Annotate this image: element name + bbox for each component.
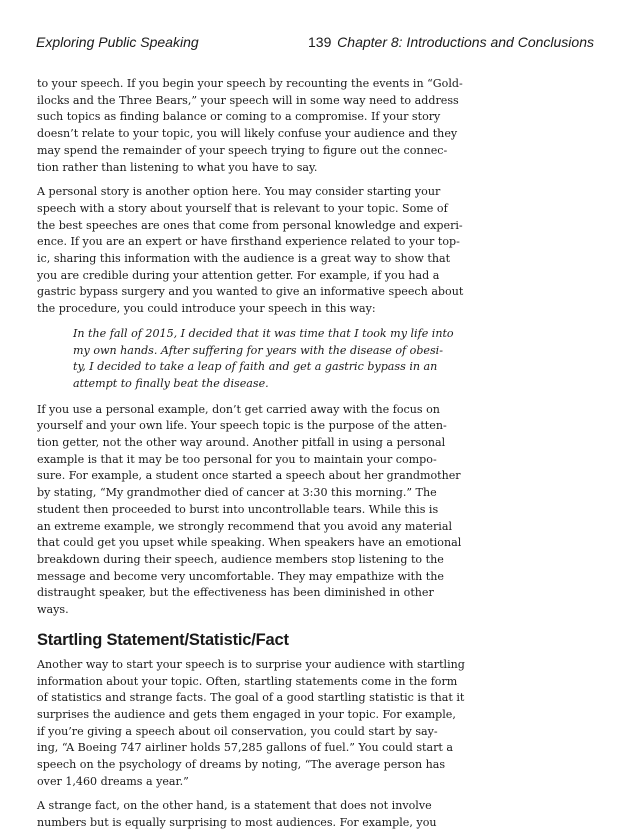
block-quote — [73, 326, 455, 393]
text-line: ing, “A Boeing 747 airliner holds 57,285 gallons of fuel.” You could start a — [37, 741, 454, 755]
text-line: ilocks and the Three Bears,” your speech will in some way need to address — [37, 93, 459, 107]
text-line: ways. — [37, 603, 69, 617]
text-line: doesn’t relate to your topic, you will likely confuse your audience and they — [37, 127, 458, 141]
quote-line: In the fall of 2015, I decided that it was time that I took my life into — [73, 326, 454, 340]
section-heading: Startling Statement/Statistic/Fact — [37, 630, 289, 649]
chapter-title: Chapter 8: Introductions and Conclusions — [337, 34, 594, 50]
text-line: information about your topic. Often, startling statements come in the form — [37, 674, 458, 688]
text-line: yourself and your own life. Your speech topic is the purpose of the atten- — [37, 419, 447, 433]
text-line: tion getter, not the other way around. Another pitfall in using a personal — [37, 436, 446, 450]
text-line: the best speeches are ones that come from personal knowledge and experi- — [37, 218, 463, 232]
paragraph-strange-fact — [37, 798, 455, 831]
text-line: Another way to start your speech is to surprise your audience with startling — [37, 657, 465, 671]
body-text — [37, 76, 465, 840]
quote-line: ty, I decided to take a leap of faith and get a gastric bypass in an — [73, 360, 438, 374]
text-line: sure. For example, a student once started a speech about her grandmother — [37, 469, 461, 483]
text-line: speech on the psychology of dreams by noting, “The average person has — [37, 758, 446, 772]
text-line: example is that it may be too personal for you to maintain your compo- — [37, 452, 437, 466]
text-line: ic, sharing this information with the audience is a great way to show that — [37, 252, 451, 266]
text-line: to your speech. If you begin your speech by recounting the events in “Gold- — [37, 77, 463, 90]
text-line: speech with a story about yourself that is relevant to your topic. Some of — [37, 201, 448, 215]
text-line: if you’re giving a speech about oil conservation, you could start by say- — [37, 724, 438, 738]
text-line: by stating, “My grandmother died of cancer at 3:30 this morning.” The — [37, 486, 437, 500]
paragraph-story-continuation — [37, 76, 463, 176]
text-line: that could get you upset while speaking. When speakers have an emotional — [37, 536, 462, 550]
quote-line: attempt to finally beat the disease. — [73, 376, 269, 390]
paragraph-personal-story — [37, 184, 464, 318]
text-line: of statistics and strange facts. The goal of a good startling statistic is that it — [37, 691, 465, 705]
text-line: you are credible during your attention getter. For example, if you had a — [37, 268, 440, 282]
text-line: If you use a personal example, don’t get carried away with the focus on — [37, 402, 440, 416]
text-line: an extreme example, we strongly recommend that you avoid any material — [37, 519, 452, 533]
text-line: ence. If you are an expert or have firsthand experience related to your top- — [37, 235, 460, 249]
text-line: such topics as finding balance or coming to a compromise. If your story — [37, 110, 441, 124]
running-header — [36, 34, 594, 54]
text-line: may spend the remainder of your speech trying to figure out the connec- — [37, 143, 448, 157]
text-line: surprises the audience and gets them engaged in your topic. For example, — [37, 707, 456, 721]
text-line: A strange fact, on the other hand, is a statement that does not involve — [37, 799, 432, 813]
text-line: A personal story is another option here. You may consider starting your — [37, 185, 441, 199]
text-line: breakdown during their speech, audience members stop listening to the — [37, 552, 444, 566]
quote-line: my own hands. After suffering for years with the disease of obesi- — [73, 343, 443, 357]
text-line: the procedure, you could introduce your speech in this way: — [37, 302, 376, 316]
text-line: over 1,460 dreams a year.” — [37, 774, 189, 788]
page-number: 139 — [308, 34, 332, 50]
book-title: Exploring Public Speaking — [36, 34, 199, 50]
text-line: message and become very uncomfortable. They may empathize with the — [37, 569, 444, 583]
text-line: gastric bypass surgery and you wanted to give an informative speech about — [37, 285, 464, 299]
text-line: distraught speaker, but the effectiveness has been diminished in other — [37, 586, 434, 600]
text-line: tion rather than listening to what you have to say. — [37, 160, 318, 174]
text-line: student then proceeded to burst into uncontrollable tears. While this is — [37, 502, 439, 516]
paragraph-startling-statistics — [37, 657, 465, 791]
paragraph-personal-example-pitfalls — [37, 402, 462, 619]
text-line: numbers but is equally surprising to most audiences. For example, you — [37, 816, 437, 830]
